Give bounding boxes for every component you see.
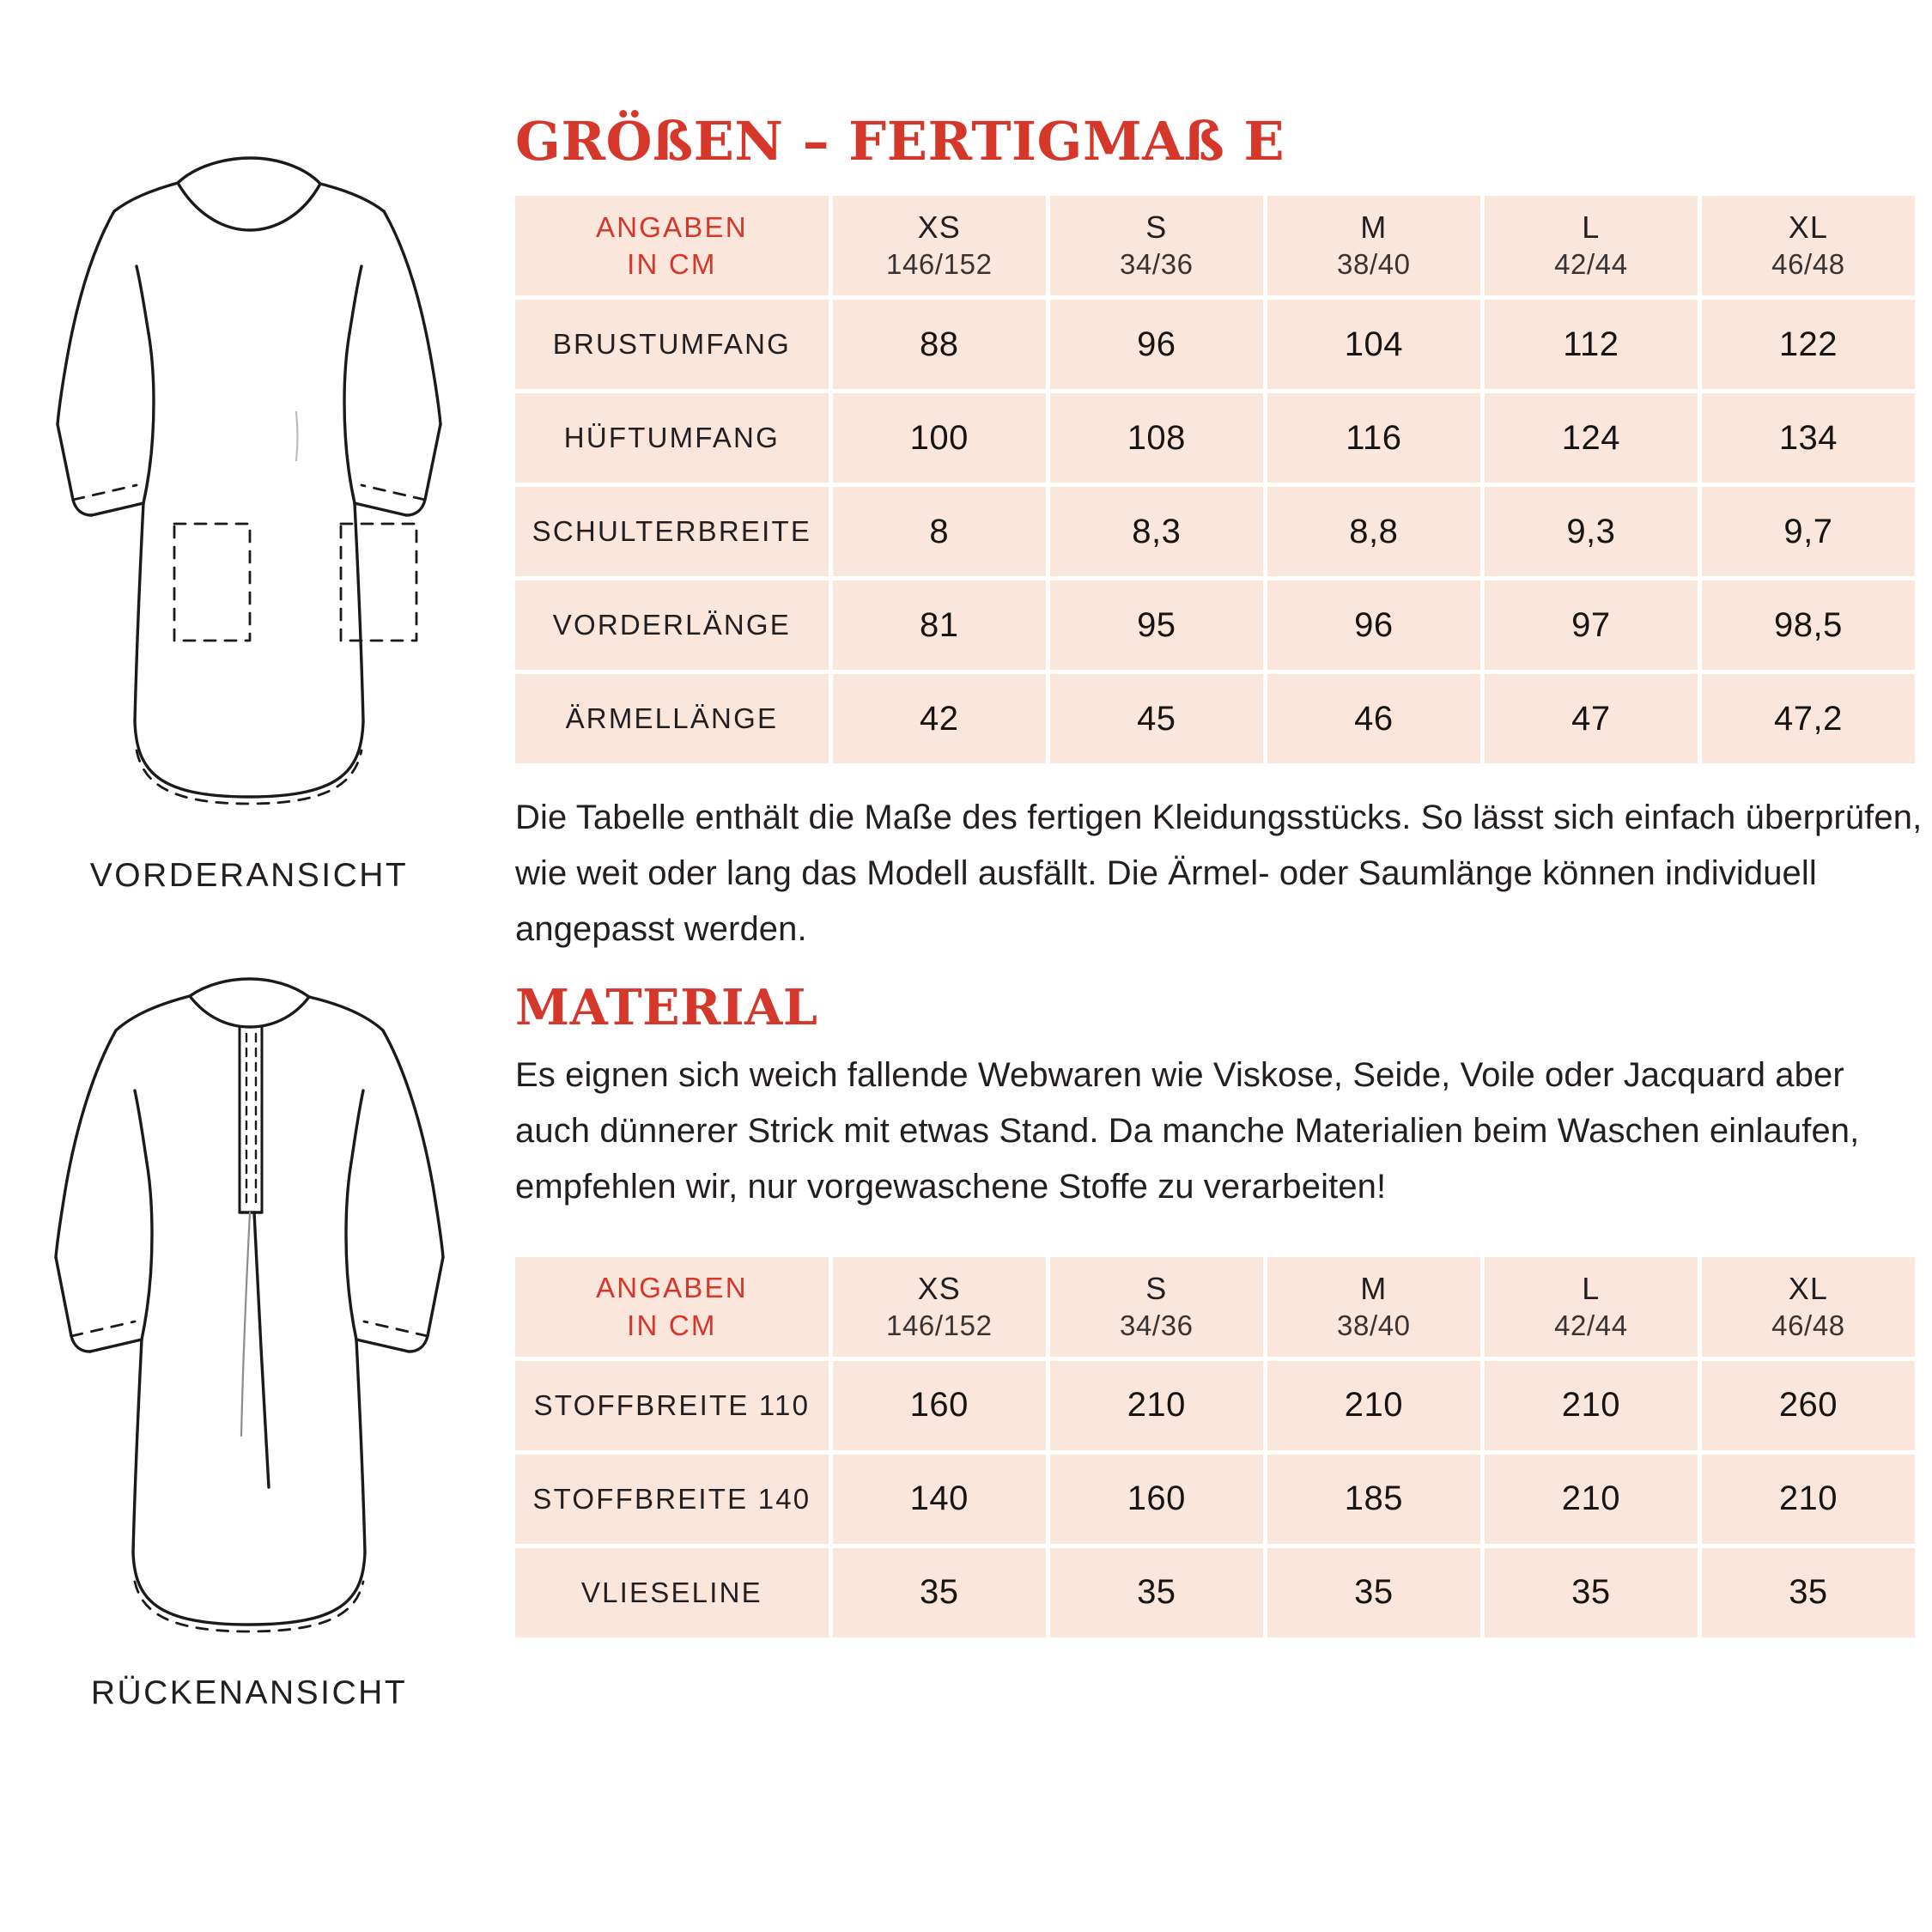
cell-stoffbreite110-s: 210 <box>1050 1361 1263 1450</box>
back-view-figure <box>47 955 451 1712</box>
sizes-section-title: GRÖßEN – FERTIGMAß E <box>515 110 1285 173</box>
cell-stoffbreite140-l: 210 <box>1485 1455 1698 1544</box>
in-cm-label: IN CM <box>627 248 717 281</box>
size-code-m: M <box>1360 210 1388 246</box>
cell-stoffbreite110-xl: 260 <box>1702 1361 1915 1450</box>
material-size-range-xl: 46/48 <box>1771 1309 1845 1341</box>
material-header-size-l <box>1485 1257 1698 1357</box>
cell-hueftumfang-l: 124 <box>1485 393 1698 483</box>
material-size-code-l: L <box>1582 1270 1601 1306</box>
cell-stoffbreite110-l: 210 <box>1485 1361 1698 1450</box>
measurement-table-header-row <box>515 196 1915 295</box>
row-label-hueftumfang: HÜFTUMFANG <box>515 393 829 483</box>
size-range-xs: 146/152 <box>886 248 993 281</box>
table-row <box>515 487 1915 576</box>
cell-vlieseline-xl: 35 <box>1702 1548 1915 1637</box>
measurement-header-size-xl <box>1702 196 1915 295</box>
measurement-header-unit-label <box>515 196 829 295</box>
measurement-table <box>511 191 1919 768</box>
cell-stoffbreite140-xl: 210 <box>1702 1455 1915 1544</box>
cell-vlieseline-s: 35 <box>1050 1548 1263 1637</box>
material-header-unit-label <box>515 1257 829 1357</box>
cell-stoffbreite140-m: 185 <box>1267 1455 1480 1544</box>
cell-schulterbreite-xl: 9,7 <box>1702 487 1915 576</box>
cell-schulterbreite-xs: 8 <box>833 487 1046 576</box>
front-view-caption: VORDERANSICHT <box>89 857 409 894</box>
material-size-range-xs: 146/152 <box>886 1309 993 1341</box>
table-row <box>515 1361 1915 1450</box>
cell-schulterbreite-l: 9,3 <box>1485 487 1698 576</box>
cell-vlieseline-l: 35 <box>1485 1548 1698 1637</box>
material-size-code-xs: XS <box>917 1270 961 1306</box>
row-label-stoffbreite-110: STOFFBREITE 110 <box>515 1361 829 1450</box>
measurement-header-size-s <box>1050 196 1263 295</box>
cell-hueftumfang-m: 116 <box>1267 393 1480 483</box>
row-label-vlieseline: VLIESELINE <box>515 1548 829 1637</box>
size-code-l: L <box>1582 210 1601 246</box>
material-size-code-xl: XL <box>1788 1270 1829 1306</box>
size-code-s: S <box>1145 210 1168 246</box>
measurement-header-size-xs <box>833 196 1046 295</box>
cell-brustumfang-xl: 122 <box>1702 300 1915 389</box>
material-table-header-row <box>515 1257 1915 1357</box>
row-label-schulterbreite: SCHULTERBREITE <box>515 487 829 576</box>
cell-vorderlaenge-s: 95 <box>1050 580 1263 670</box>
table-row <box>515 393 1915 483</box>
cell-hueftumfang-xl: 134 <box>1702 393 1915 483</box>
material-header-size-xs <box>833 1257 1046 1357</box>
cell-aermellaenge-s: 45 <box>1050 674 1263 763</box>
material-section-title: MATERIAL <box>515 979 818 1037</box>
row-label-aermellaenge: ÄRMELLÄNGE <box>515 674 829 763</box>
cell-aermellaenge-xs: 42 <box>833 674 1046 763</box>
material-size-range-m: 38/40 <box>1337 1309 1411 1341</box>
material-angaben-label: ANGABEN <box>595 1272 748 1304</box>
cell-aermellaenge-l: 47 <box>1485 674 1698 763</box>
cell-vlieseline-xs: 35 <box>833 1548 1046 1637</box>
material-size-range-l: 42/44 <box>1554 1309 1628 1341</box>
row-label-brustumfang: BRUSTUMFANG <box>515 300 829 389</box>
table-row <box>515 674 1915 763</box>
material-size-code-m: M <box>1360 1270 1388 1306</box>
dress-back-illustration <box>47 955 451 1659</box>
size-range-m: 38/40 <box>1337 248 1411 281</box>
table-row <box>515 1455 1915 1544</box>
cell-vorderlaenge-xl: 98,5 <box>1702 580 1915 670</box>
sizes-explanation-paragraph: Die Tabelle enthält die Maße des fertigen Kleidungsstücks. So lässt sich einfach überprüfen, wie weit oder lang das Modell ausfällt. Die Ärmel- oder Saumlänge können individuell angepasst werden. <box>515 799 1923 948</box>
size-code-xs: XS <box>917 210 961 246</box>
cell-hueftumfang-xs: 100 <box>833 393 1046 483</box>
cell-stoffbreite110-xs: 160 <box>833 1361 1046 1450</box>
measurement-header-size-l <box>1485 196 1698 295</box>
cell-stoffbreite140-s: 160 <box>1050 1455 1263 1544</box>
size-range-s: 34/36 <box>1120 248 1194 281</box>
measurement-header-size-m <box>1267 196 1480 295</box>
row-label-vorderlaenge: VORDERLÄNGE <box>515 580 829 670</box>
size-range-xl: 46/48 <box>1771 248 1845 281</box>
material-size-code-s: S <box>1145 1270 1168 1306</box>
cell-vlieseline-m: 35 <box>1267 1548 1480 1637</box>
table-row <box>515 1548 1915 1637</box>
cell-schulterbreite-m: 8,8 <box>1267 487 1480 576</box>
material-header-size-m <box>1267 1257 1480 1357</box>
material-header-size-s <box>1050 1257 1263 1357</box>
front-view-figure <box>47 129 451 895</box>
cell-brustumfang-m: 104 <box>1267 300 1480 389</box>
cell-vorderlaenge-l: 97 <box>1485 580 1698 670</box>
dress-front-illustration <box>47 129 451 841</box>
cell-hueftumfang-s: 108 <box>1050 393 1263 483</box>
table-row <box>515 580 1915 670</box>
material-in-cm-label: IN CM <box>627 1309 717 1341</box>
table-row <box>515 300 1915 389</box>
cell-aermellaenge-xl: 47,2 <box>1702 674 1915 763</box>
cell-vorderlaenge-m: 96 <box>1267 580 1480 670</box>
cell-brustumfang-l: 112 <box>1485 300 1698 389</box>
material-size-range-s: 34/36 <box>1120 1309 1194 1341</box>
back-view-caption: RÜCKENANSICHT <box>90 1674 408 1711</box>
cell-brustumfang-s: 96 <box>1050 300 1263 389</box>
cell-schulterbreite-s: 8,3 <box>1050 487 1263 576</box>
cell-brustumfang-xs: 88 <box>833 300 1046 389</box>
size-range-l: 42/44 <box>1554 248 1628 281</box>
illustration-column <box>0 0 498 1932</box>
angaben-label: ANGABEN <box>595 210 748 243</box>
material-explanation-paragraph: Es eignen sich weich fallende Webwaren wie Viskose, Seide, Voile oder Jacquard aber auch dünnerer Strick mit etwas Stand. Da manche Materialien beim Waschen einlaufen, empfehlen wir, nur vorgewaschene Stoffe zu verarbeiten! <box>515 1056 1860 1206</box>
material-table <box>511 1253 1919 1642</box>
size-code-xl: XL <box>1788 210 1829 246</box>
material-header-size-xl <box>1702 1257 1915 1357</box>
cell-stoffbreite140-xs: 140 <box>833 1455 1046 1544</box>
cell-vorderlaenge-xs: 81 <box>833 580 1046 670</box>
cell-stoffbreite110-m: 210 <box>1267 1361 1480 1450</box>
row-label-stoffbreite-140: STOFFBREITE 140 <box>515 1455 829 1544</box>
cell-aermellaenge-m: 46 <box>1267 674 1480 763</box>
content-column <box>498 0 1932 1932</box>
